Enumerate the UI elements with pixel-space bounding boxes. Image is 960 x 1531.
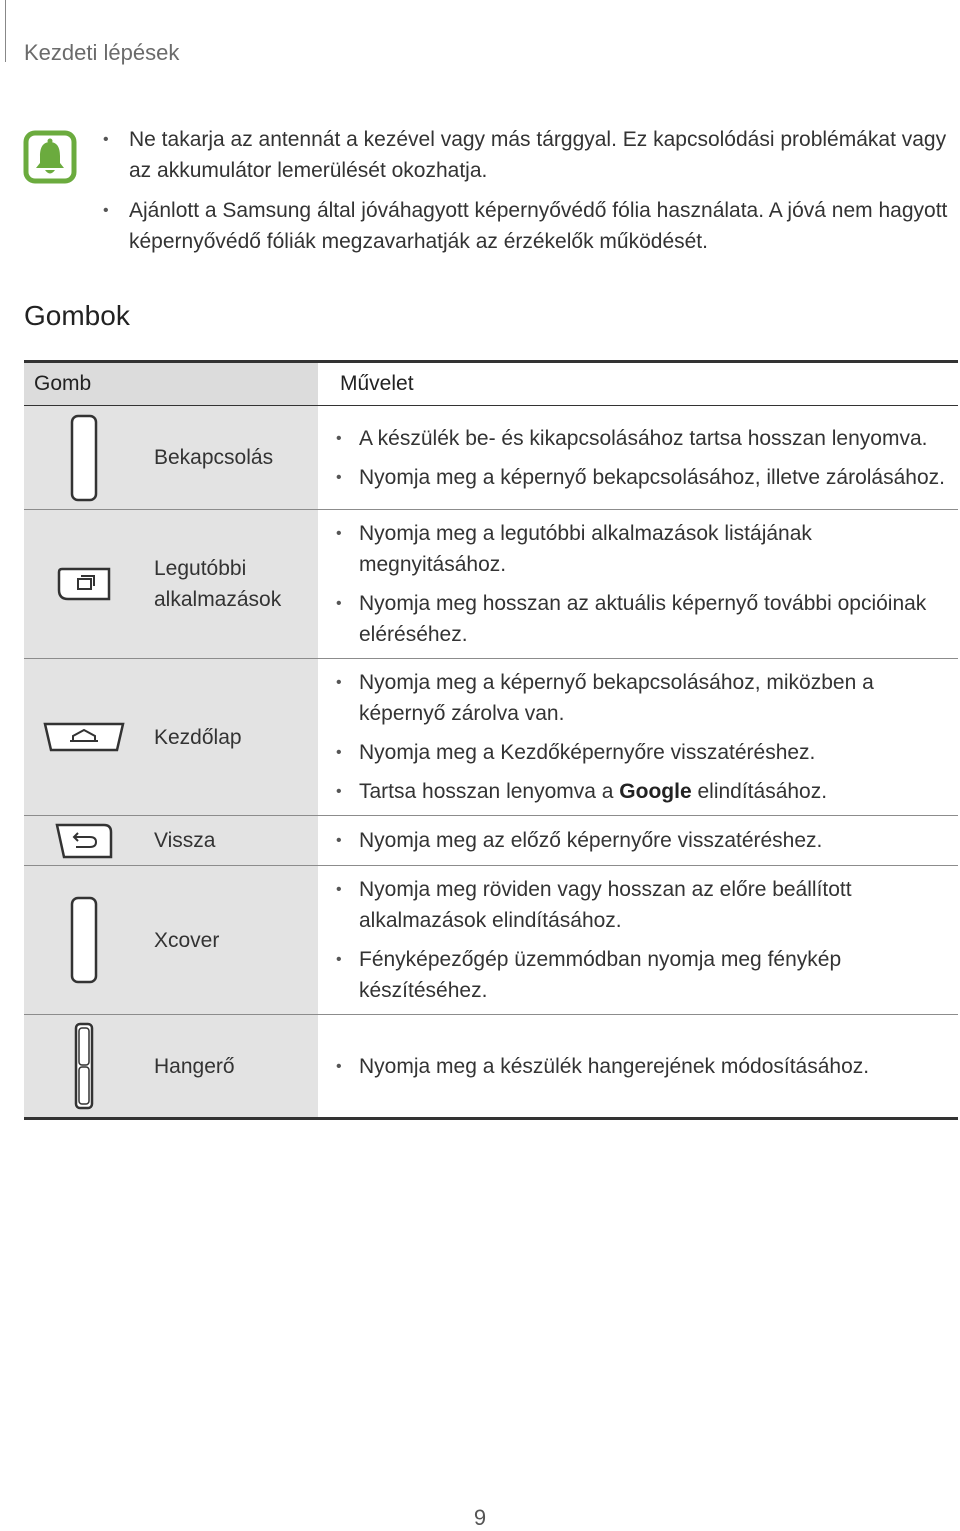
note-list [96,124,960,266]
table-row [24,406,958,510]
action-cell [318,659,958,816]
xcover-key-icon [69,895,99,985]
action-cell [318,406,958,510]
note-item: • Ne takarja az antennát a kezével vagy más tárggyal. Ez kapcsolódási problémákat vagy az akkumulátor lemerülését okozhatja. [96,124,960,186]
action-cell [318,1015,958,1119]
action-item: • Tartsa hosszan lenyomva a Google elindításához. [336,780,828,803]
bullet: • [103,202,109,219]
back-key-icon [54,822,114,860]
button-name: Vissza [154,829,216,852]
corner-rule [5,0,6,62]
action-item: • Nyomja meg a képernyő bekapcsolásához, miközben a képernyő zárolva van. [336,671,874,725]
button-cell [24,659,318,816]
button-cell [24,406,318,510]
table-header-row [24,362,958,406]
table-row [24,659,958,816]
action-cell [318,510,958,659]
action-item: • A készülék be- és kikapcsolásához tartsa hosszan lenyomva. [336,426,928,450]
column-header-button: Gomb [24,362,318,406]
volume-key-icon [73,1021,95,1111]
chapter-title: Kezdeti lépések [24,40,180,65]
recent-apps-icon [56,566,112,602]
button-name: Bekapcsolás [154,446,274,469]
table-row [24,510,958,659]
buttons-table [24,360,958,1120]
button-name: Legutóbbi alkalmazások [154,557,282,611]
action-item: • Nyomja meg a képernyő bekapcsolásához, illetve zárolásához. [336,465,945,489]
action-item: • Nyomja meg az előző képernyőre visszatéréshez. [336,829,823,852]
table-row [24,866,958,1015]
button-name: Hangerő [154,1054,235,1078]
action-cell [318,866,958,1015]
button-cell [24,816,318,866]
power-key-icon [69,413,99,503]
action-item: • Nyomja meg a Kezdőképernyőre visszatéréshez. [336,741,816,764]
button-cell [24,510,318,659]
notification-bell-icon [23,130,77,184]
action-cell [318,816,958,866]
action-item: • Nyomja meg hosszan az aktuális képernyő további opcióinak eléréséhez. [336,592,927,646]
action-item: • Nyomja meg röviden vagy hosszan az előre beállított alkalmazások elindításához. [336,878,852,932]
action-item: • Nyomja meg a legutóbbi alkalmazások listájának megnyitásához. [336,522,812,576]
column-header-action: Művelet [318,362,958,406]
action-item: • Fényképezőgép üzemmódban nyomja meg fénykép készítéséhez. [336,948,842,1002]
page-number: 9 [473,1505,487,1530]
google-label: Google [619,780,692,803]
table-row [24,816,958,866]
home-key-icon [42,721,126,753]
button-cell [24,1015,318,1119]
table-row [24,1015,958,1119]
button-name: Xcover [154,928,220,952]
action-item: • Nyomja meg a készülék hangerejének módosításához. [336,1054,870,1078]
bullet: • [103,131,109,148]
button-cell [24,866,318,1015]
button-name: Kezdőlap [154,725,242,749]
section-title: Gombok [24,300,130,331]
note-item: • Ajánlott a Samsung által jóváhagyott képernyővédő fólia használata. A jóvá nem hagyott képernyővédő fóliák megzavarhatják az érzékelők működését. [96,195,960,257]
